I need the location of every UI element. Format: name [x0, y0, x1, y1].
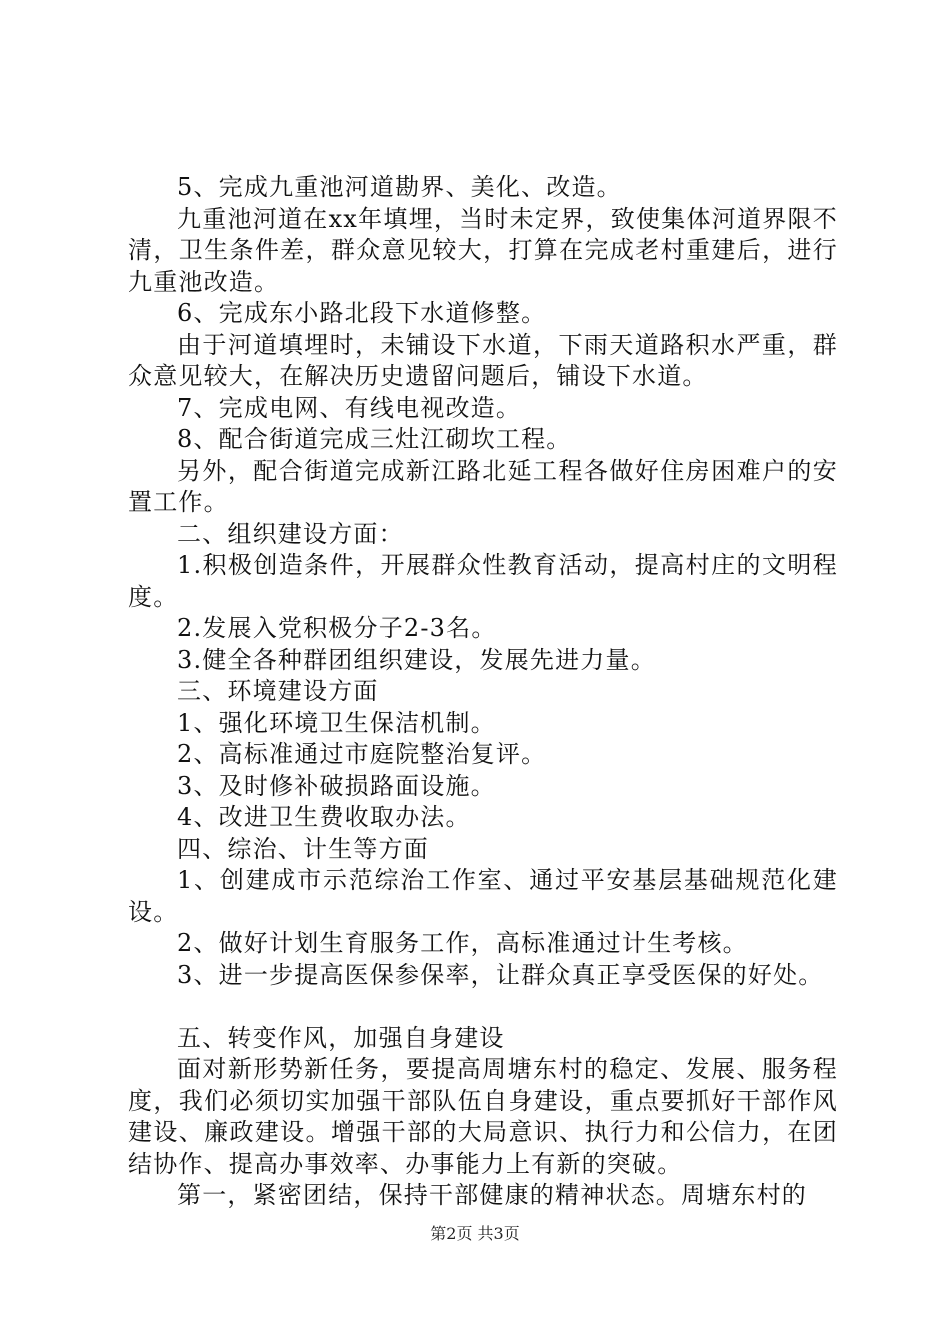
paragraph: 4、改进卫生费收取办法。 — [177, 803, 471, 831]
paragraph: 3、及时修补破损路面设施。 — [177, 771, 496, 800]
paragraph: 5、完成九重池河道勘界、美化、改造。 — [177, 173, 622, 201]
paragraph: 由于河道填埋时，未铺设下水道，下雨天道路积水严重，群众意见较大，在解决历史遗留问题后，铺设下水道。 — [128, 330, 838, 390]
paragraph: 2、高标准通过市庭院整治复评。 — [177, 740, 547, 768]
section-heading: 四、综治、计生等方面 — [177, 834, 429, 863]
paragraph: 3.健全各种群团组织建设，发展先进力量。 — [177, 645, 656, 674]
paragraph: 另外，配合街道完成新江路北延工程各做好住房困难户的安置工作。 — [128, 456, 838, 516]
document-body — [128, 172, 838, 1212]
page-number-footer: 第2页 共3页 — [430, 1224, 520, 1243]
paragraph: 2、做好计划生育服务工作，高标准通过计生考核。 — [177, 929, 748, 957]
paragraph: 1、创建成市示范综治工作室、通过平安基层基础规范化建设。 — [128, 866, 838, 926]
paragraph: 1.积极创造条件，开展群众性教育活动，提高村庄的文明程度。 — [128, 551, 838, 611]
paragraph: 九重池河道在xx年填埋，当时未定界，致使集体河道界限不清，卫生条件差，群众意见较大，打算在完成老村重建后，进行九重池改造。 — [128, 204, 838, 296]
section-heading: 二、组织建设方面： — [177, 519, 404, 548]
section-heading: 三、环境建设方面 — [177, 677, 379, 705]
paragraph: 8、配合街道完成三灶江砌坎工程。 — [177, 425, 572, 453]
paragraph: 3、进一步提高医保参保率，让群众真正享受医保的好处。 — [177, 960, 824, 989]
paragraph: 6、完成东小路北段下水道修整。 — [177, 299, 547, 327]
paragraph: 7、完成电网、有线电视改造。 — [177, 393, 522, 422]
paragraph: 第一，紧密团结，保持干部健康的精神状态。周塘东村的 — [177, 1181, 807, 1209]
section-heading: 五、转变作风，加强自身建设 — [177, 1023, 505, 1052]
paragraph: 2.发展入党积极分子2-3名。 — [177, 614, 497, 642]
paragraph: 面对新形势新任务，要提高周塘东村的稳定、发展、服务程度，我们必须切实加强干部队伍自身建设，重点要抓好干部作风建设、廉政建设。增强干部的大局意识、执行力和公信力，在团结协作、提高办事效率、办事能力上有新的突破。 — [128, 1055, 838, 1178]
paragraph: 1、强化环境卫生保洁机制。 — [177, 708, 496, 737]
